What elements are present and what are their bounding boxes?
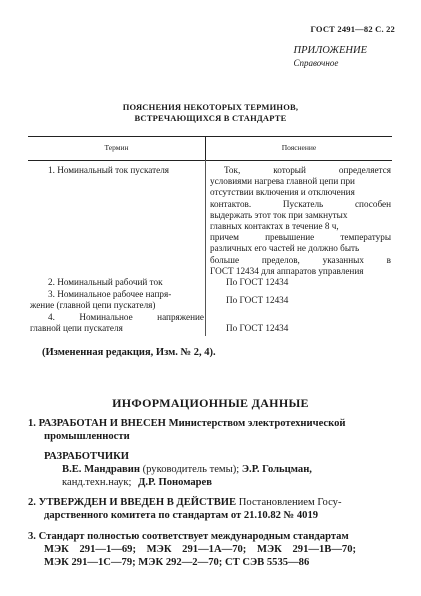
revision-note: (Измененная редакция, Изм. № 2, 4). bbox=[42, 347, 216, 358]
info-item-2-line1 bbox=[28, 496, 342, 509]
table-row-3-term: 3. Номинальное рабочее напря- жение (главной цепи пускателя) bbox=[30, 289, 172, 311]
table-row-1-explanation: Ток, который определяется условиями нагрева главной цепи при отсутствии включения и отключения контактов. Пускатель способен выдержать этот ток при замкнутых главных контактах в течение 8 ч, причем превышение температуры различных его частей не должно быть больше пределов, указанных в ГОСТ 12434 для аппаратов управления bbox=[210, 165, 391, 276]
info-item-1-line2: промышленности bbox=[44, 431, 130, 442]
table-top-rule bbox=[28, 136, 392, 137]
table-row-2-explanation: По ГОСТ 12434 bbox=[226, 277, 289, 287]
developer-role: (руководитель темы); bbox=[142, 464, 240, 475]
developers-line1 bbox=[62, 463, 312, 476]
info-item-2-decree: Постановлением Госу- bbox=[238, 497, 342, 508]
info-item-1-line1: 1. РАЗРАБОТАН И ВНЕСЕН Министерством электротехнической bbox=[28, 418, 346, 429]
table-column-divider bbox=[205, 160, 206, 336]
table-row-3-explanation: По ГОСТ 12434 bbox=[226, 295, 289, 305]
table-row-4-term: 4. Номинальное напряжение главной цепи пускателя bbox=[30, 312, 204, 334]
developer-goltsman: Э.Р. Гольцман, bbox=[241, 464, 312, 475]
table-header-rule bbox=[28, 160, 392, 161]
info-item-2-line2: дарственного комитета по стандартам от 21.10.82 № 4019 bbox=[44, 510, 319, 521]
appendix-title: ПРИЛОЖЕНИЕ bbox=[293, 45, 367, 56]
appendix-label bbox=[294, 45, 368, 69]
table-row-1-term: 1. Номинальный ток пускателя bbox=[48, 165, 170, 175]
info-item-3-line2: МЭК 291—1—69; МЭК 291—1А—70; МЭК 291—1В—70; bbox=[44, 544, 357, 555]
developers-line2 bbox=[62, 476, 212, 489]
info-title: ИНФОРМАЦИОННЫЕ ДАННЫЕ bbox=[112, 396, 309, 410]
section-title-line1: ПОЯСНЕНИЯ НЕКОТОРЫХ ТЕРМИНОВ, bbox=[122, 102, 299, 112]
appendix-subtitle: Справочное bbox=[293, 58, 339, 68]
developer-degree: канд.техн.наук; bbox=[62, 477, 132, 488]
table-row-4-explanation: По ГОСТ 12434 bbox=[226, 323, 289, 333]
section-title-line2: ВСТРЕЧАЮЩИХСЯ В СТАНДАРТЕ bbox=[134, 113, 287, 123]
developers-heading: РАЗРАБОТЧИКИ bbox=[44, 451, 130, 462]
info-item-3-line3: МЭК 291—1С—79; МЭК 292—2—70; СТ СЭВ 5535—86 bbox=[44, 557, 310, 568]
terms-table bbox=[28, 136, 392, 336]
info-item-3-line1: 3. Стандарт полностью соответствует международным стандартам bbox=[28, 531, 349, 542]
developer-mandravin: В.Е. Мандравин bbox=[62, 464, 140, 475]
column-header-term: Термин bbox=[104, 143, 129, 152]
info-item-2-approved: 2. УТВЕРЖДЕН И ВВЕДЕН В ДЕЙСТВИЕ bbox=[28, 497, 237, 508]
column-header-explanation: Пояснение bbox=[281, 143, 317, 152]
section-title bbox=[0, 102, 421, 124]
table-row-2-term: 2. Номинальный рабочий ток bbox=[48, 277, 163, 287]
developer-ponomarev: Д.Р. Пономарев bbox=[138, 477, 212, 488]
page-header: ГОСТ 2491—82 С. 22 bbox=[310, 24, 395, 34]
